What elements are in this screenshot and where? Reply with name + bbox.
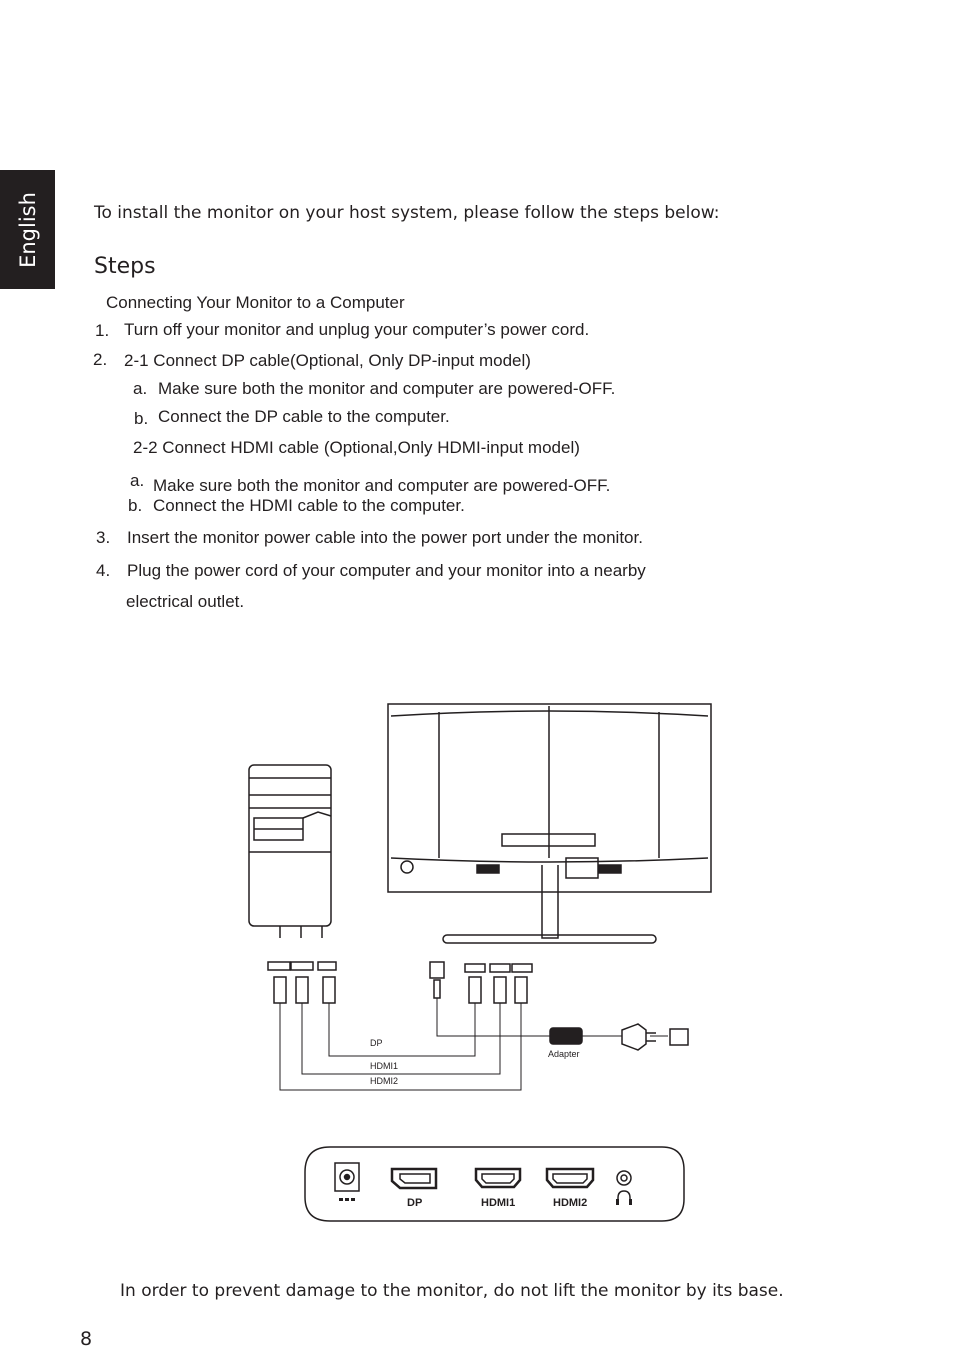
- step-2-1a-text: Make sure both the monitor and computer are powered-OFF.: [158, 379, 616, 398]
- hdmi1-port-icon: [476, 1169, 520, 1187]
- power-plug-illustration: [622, 1024, 688, 1050]
- step-3-number: 3.: [96, 528, 111, 547]
- port-label-hdmi2: HDMI2: [553, 1197, 588, 1209]
- step-2-1b-letter: b.: [134, 409, 149, 428]
- cable-connectors: [268, 962, 532, 1003]
- headphone-jack-icon: [616, 1171, 632, 1205]
- port-panel: [305, 1147, 684, 1221]
- step-2-2b-text: Connect the HDMI cable to the computer.: [153, 496, 465, 515]
- cable-label-hdmi2: HDMI2: [370, 1076, 399, 1086]
- computer-tower-illustration: [249, 765, 331, 926]
- monitor-illustration: [388, 704, 711, 943]
- caution-text: In order to prevent damage to the monitor, do not lift the monitor by its base.: [120, 1281, 784, 1301]
- step-2-number: 2.: [93, 350, 108, 369]
- adapter-label: Adapter: [548, 1049, 580, 1059]
- step-4-continuation: electrical outlet.: [126, 592, 245, 611]
- step-2-2a-text: Make sure both the monitor and computer are powered-OFF.: [153, 476, 611, 495]
- page-number: 8: [80, 1328, 93, 1350]
- adapter-block: [550, 1028, 582, 1044]
- down-arrows: [280, 926, 322, 938]
- port-label-hdmi1: HDMI1: [481, 1197, 516, 1209]
- cable-lines: [280, 998, 668, 1090]
- steps-subheading: Connecting Your Monitor to a Computer: [106, 293, 405, 312]
- cable-label-dp: DP: [370, 1038, 383, 1048]
- step-2-1b-text: Connect the DP cable to the computer.: [158, 407, 450, 426]
- steps-heading: Steps: [94, 254, 156, 279]
- step-2-1-text: 2-1 Connect DP cable(Optional, Only DP-input model): [124, 351, 531, 370]
- language-tab-label: English: [15, 191, 40, 268]
- hdmi2-port-icon: [547, 1169, 593, 1187]
- step-3-text: Insert the monitor power cable into the power port under the monitor.: [127, 528, 643, 547]
- step-4-number: 4.: [96, 561, 111, 580]
- step-2-2b-letter: b.: [128, 496, 143, 515]
- intro-text: To install the monitor on your host system, please follow the steps below:: [94, 203, 720, 223]
- cable-label-hdmi1: HDMI1: [370, 1061, 399, 1071]
- step-4-text: Plug the power cord of your computer and your monitor into a nearby: [127, 561, 646, 580]
- step-1-text: Turn off your monitor and unplug your computer’s power cord.: [124, 320, 590, 339]
- port-label-dp: DP: [407, 1197, 423, 1209]
- step-2-2a-letter: a.: [130, 471, 145, 490]
- dp-port-icon: [392, 1169, 436, 1188]
- step-1-number: 1.: [95, 321, 110, 340]
- dc-power-port-icon: [335, 1163, 359, 1201]
- step-2-1a-letter: a.: [133, 379, 148, 398]
- step-2-2-text: 2-2 Connect HDMI cable (Optional,Only HDMI-input model): [133, 438, 580, 457]
